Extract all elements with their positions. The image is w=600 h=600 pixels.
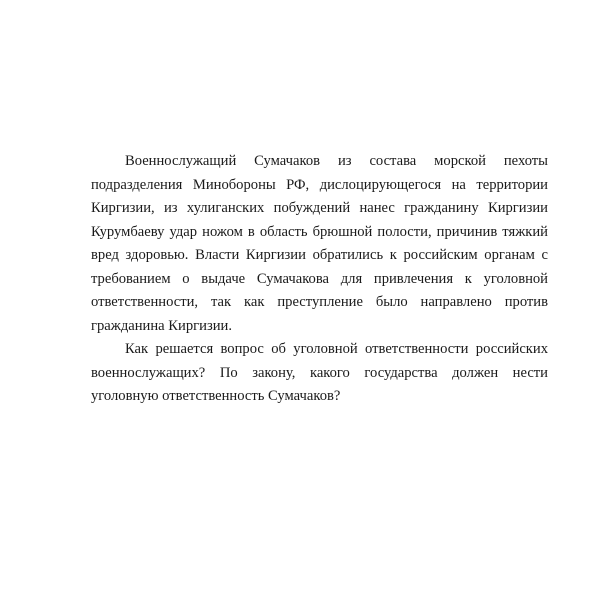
paragraph-questions: Как решается вопрос об уголовной ответственности российских военнослужащих? По закону, какого государства должен нести уголовную ответственность Сумачаков? bbox=[91, 341, 548, 404]
paragraph-case-facts: Военнослужащий Сумачаков из состава морской пехоты подразделения Минобороны РФ, дислоцирующегося на территории Киргизии, из хулиганских побуждений нанес гражданину Киргизии Курумбаеву удар ножом в область брюшной полости, причинив тяжкий вред здоровью. Власти Киргизии обратились к российским органам с требованием о выдаче Сумачакова для привлечения к уголовной ответственности, так как преступление было направлено против гражданина Киргизии. bbox=[91, 153, 548, 334]
document-page bbox=[91, 150, 548, 409]
